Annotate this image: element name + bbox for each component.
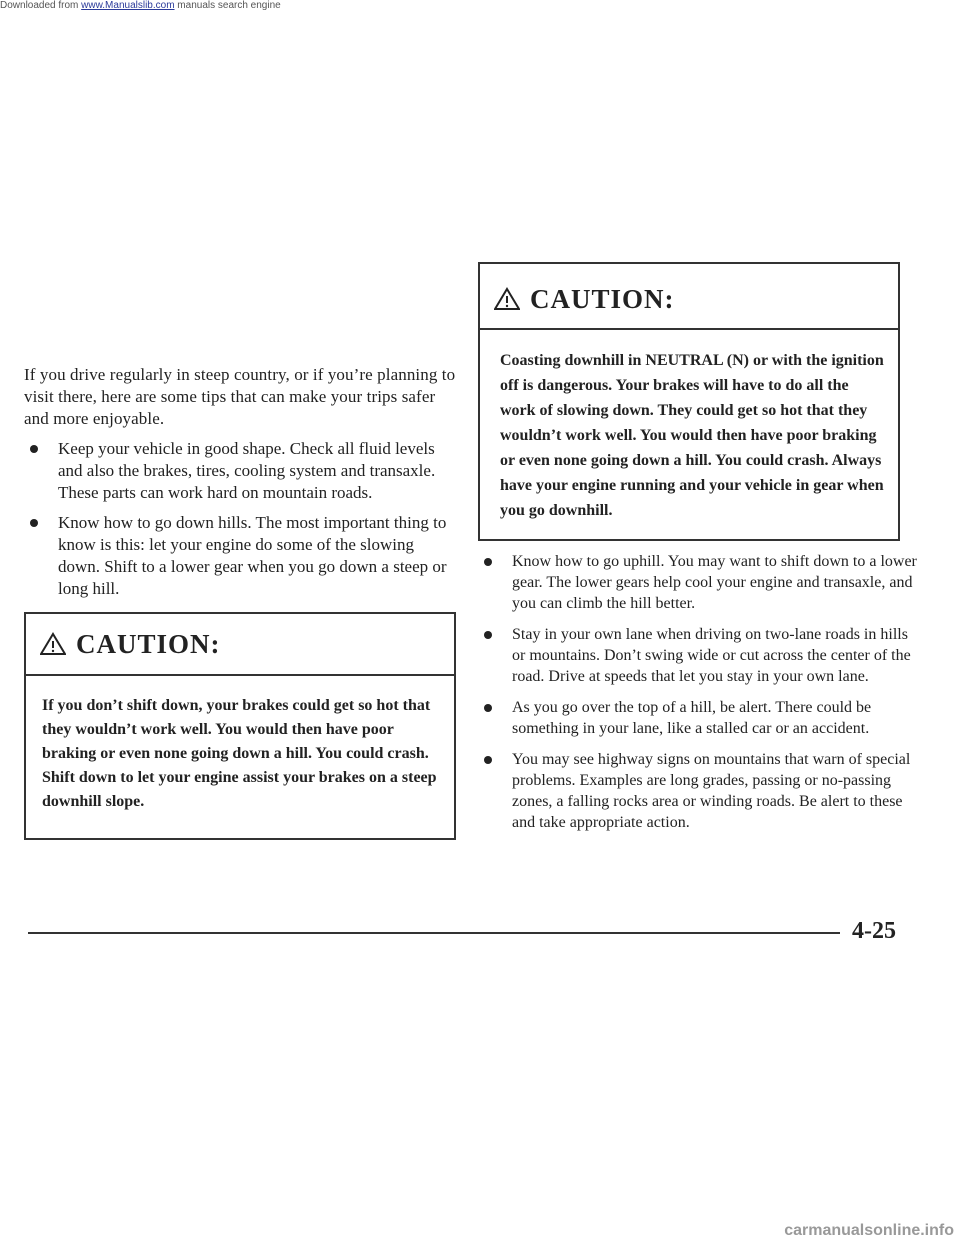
page-number: 4-25 [852, 918, 896, 944]
caution-header [480, 264, 898, 330]
list-item [478, 624, 918, 687]
warning-triangle-icon [494, 287, 520, 311]
bullet-text: Know how to go uphill. You may want to shift down to a lower gear. The lower gears help cool your engine and transaxle, and you can climb the hill better. [512, 553, 917, 612]
banner-prefix: Downloaded from [0, 0, 82, 11]
watermark: carmanualsonline.info [784, 1222, 954, 1239]
bullet-dot-icon [484, 631, 492, 639]
caution-body: Coasting downhill in NEUTRAL (N) or with the ignition off is dangerous. Your brakes will have to do all the work of slowing down. They could get so hot that they wouldn’t work well. You would then have poor braking or even none going down a hill. You could crash. Always have your engine running and your vehicle in gear when you go downhill. [500, 352, 884, 519]
list-item [24, 438, 456, 504]
bullet-dot-icon [484, 704, 492, 712]
bullet-text: Stay in your own lane when driving on two-lane roads in hills or mountains. Don’t swing wide or cut across the center of the road. Drive at speeds that let you stay in your own lane. [512, 626, 911, 685]
manualslib-link[interactable]: www.Manualslib.com [81, 0, 175, 11]
footer-divider [28, 932, 840, 934]
bullet-dot-icon [484, 558, 492, 566]
caution-box-coasting [478, 262, 900, 541]
list-item [478, 697, 918, 739]
bullet-dot-icon [484, 756, 492, 764]
warning-triangle-icon [40, 632, 66, 656]
bullet-dot-icon [30, 445, 38, 453]
banner-suffix: manuals search engine [174, 0, 281, 11]
intro-paragraph: If you drive regularly in steep country, or if you’re planning to visit there, here are some tips that can make your trips safer and more enjoyable. [24, 365, 456, 428]
list-item [478, 551, 918, 614]
caution-title: CAUTION: [530, 283, 675, 314]
right-bullet-list [478, 551, 918, 833]
caution-box-shift-down [24, 612, 456, 840]
bullet-text: Know how to go down hills. The most important thing to know is this: let your engine do some of the slowing down. Shift to a lower gear when you go down a steep or long hill. [58, 513, 447, 598]
bullet-text: You may see highway signs on mountains that warn of special problems. Examples are long grades, passing or no-passing zones, a falling rocks area or winding roads. Be alert to these and take appropriate action. [512, 751, 911, 831]
caution-header [26, 614, 454, 676]
list-item [24, 512, 456, 600]
list-item [478, 749, 918, 833]
caution-title: CAUTION: [76, 628, 221, 659]
right-column [478, 262, 918, 843]
left-column [24, 364, 456, 840]
bullet-text: As you go over the top of a hill, be alert. There could be something in your lane, like a stalled car or an accident. [512, 699, 872, 737]
bullet-text: Keep your vehicle in good shape. Check all fluid levels and also the brakes, tires, cooling system and transaxle. These parts can work hard on mountain roads. [58, 439, 436, 502]
bullet-dot-icon [30, 519, 38, 527]
caution-body: If you don’t shift down, your brakes could get so hot that they wouldn’t work well. You would then have poor braking or even none going down a hill. You could crash. Shift down to let your engine assist your brakes on a steep downhill slope. [42, 697, 437, 810]
download-banner [0, 0, 281, 12]
left-bullet-list [24, 438, 456, 600]
